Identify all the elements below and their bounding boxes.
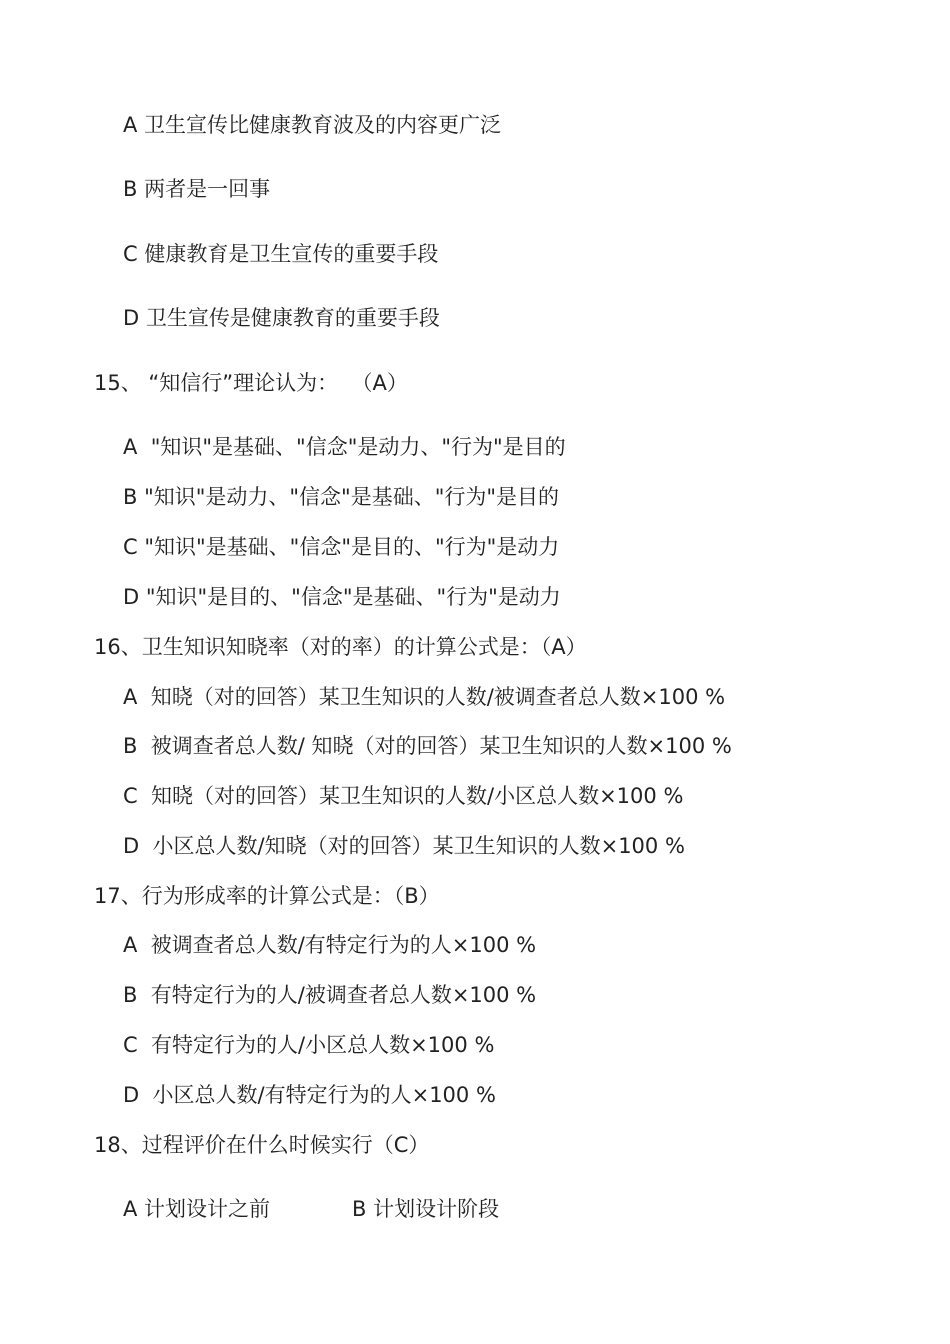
q16-option-c: C 知晓（对的回答）某卫生知识的人数/小区总人数×100 % [123,784,684,808]
q14-option-c: C 健康教育是卫生宣传的重要手段 [123,242,439,266]
q14-option-d: D 卫生宣传是健康教育的重要手段 [123,306,440,330]
q15-question: 15、 “知信行”理论认为： （A） [94,371,408,395]
q15-option-a: A "知识"是基础、"信念"是动力、"行为"是目的 [123,435,566,459]
q16-option-a: A 知晓（对的回答）某卫生知识的人数/被调查者总人数×100 % [123,685,726,709]
q17-option-c: C 有特定行为的人/小区总人数×100 % [123,1033,495,1057]
q16-option-d: D 小区总人数/知晓（对的回答）某卫生知识的人数×100 % [123,834,685,858]
q18-question: 18、过程评价在什么时候实行（C） [94,1133,430,1157]
q18-option-a: A 计划设计之前 [123,1197,271,1221]
q14-option-b: B 两者是一回事 [123,177,271,201]
q18-option-b: B 计划设计阶段 [352,1197,500,1221]
q16-option-b: B 被调查者总人数/ 知晓（对的回答）某卫生知识的人数×100 % [123,734,732,758]
q17-question: 17、行为形成率的计算公式是：（B） [94,884,440,908]
q15-option-c: C "知识"是基础、"信念"是目的、"行为"是动力 [123,535,560,559]
q14-option-a: A 卫生宣传比健康教育波及的内容更广泛 [123,113,502,137]
q17-option-d: D 小区总人数/有特定行为的人×100 % [123,1083,496,1107]
q16-question: 16、卫生知识知晓率（对的率）的计算公式是：（A） [94,635,587,659]
q17-option-b: B 有特定行为的人/被调查者总人数×100 % [123,983,537,1007]
q15-option-d: D "知识"是目的、"信念"是基础、"行为"是动力 [123,585,561,609]
q17-option-a: A 被调查者总人数/有特定行为的人×100 % [123,933,537,957]
q15-option-b: B "知识"是动力、"信念"是基础、"行为"是目的 [123,485,560,509]
